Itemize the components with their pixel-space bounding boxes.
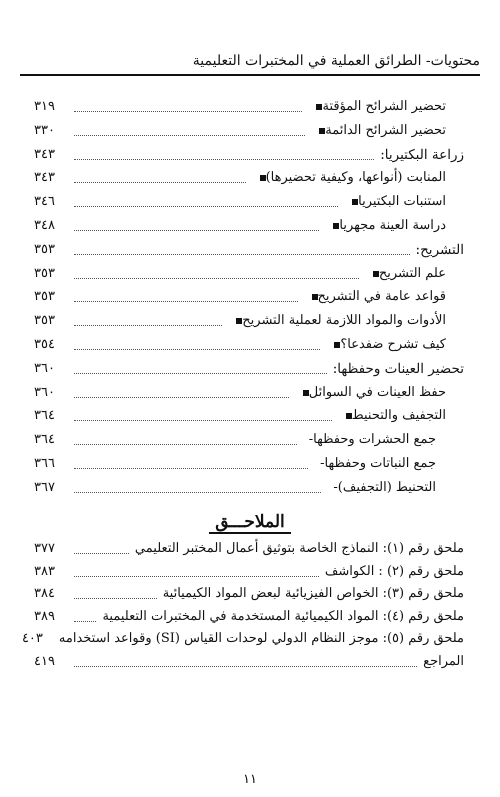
dot-leader xyxy=(74,575,319,577)
square-bullet-icon xyxy=(303,390,309,396)
page-number: ١١ xyxy=(243,772,257,787)
toc-entry-page: ٣٤٣ xyxy=(34,146,55,162)
dot-leader xyxy=(74,348,320,350)
toc-entry xyxy=(34,284,464,306)
toc-entry xyxy=(34,380,464,402)
toc-entry-page: ٤١٩ xyxy=(34,653,55,669)
toc-entry-text: المنابت (أنواعها، وكيفية تحضيرها) xyxy=(265,170,446,186)
toc-entry-page: ٤٠٣ xyxy=(21,631,43,646)
toc-entry-page: ٣٦٠ xyxy=(34,360,55,376)
toc-entry-title xyxy=(326,336,446,354)
dot-leader xyxy=(74,134,305,136)
toc-entry-text: التحنيط (التجفيف) xyxy=(337,479,436,495)
dot-leader xyxy=(74,443,297,445)
toc-entry-title xyxy=(325,217,446,235)
toc-entry xyxy=(34,308,464,330)
square-bullet-icon xyxy=(312,294,318,300)
toc-entry-text: ملحق رقم (٢) : الكواشف xyxy=(324,563,464,579)
toc-entry xyxy=(34,237,464,259)
toc-entry xyxy=(34,142,464,164)
toc-entry-text: حفظ العينات في السوائل xyxy=(308,384,446,400)
toc-entry-page: ٣٤٦ xyxy=(34,194,55,210)
toc-entry xyxy=(34,213,464,235)
square-bullet-icon xyxy=(316,104,322,110)
toc-entry-title xyxy=(135,540,464,558)
dot-leader xyxy=(74,396,289,398)
toc-entry-page: ٣٥٣ xyxy=(34,313,55,329)
toc-entry-title xyxy=(314,455,436,473)
toc-entry-page: ٣٥٤ xyxy=(34,337,55,352)
toc-entry xyxy=(34,94,464,116)
toc-entry-title xyxy=(304,288,447,306)
toc-entry-text: تحضير العينات وحفظها: xyxy=(332,360,464,377)
toc-entry xyxy=(34,356,464,378)
toc-entry xyxy=(34,427,464,449)
toc-entry-page: ٣٦٤ xyxy=(34,408,55,424)
toc-entry xyxy=(21,626,464,648)
dot-leader xyxy=(74,620,96,622)
toc-entry-title xyxy=(344,193,446,211)
toc-entry xyxy=(34,332,464,354)
toc-entry-title xyxy=(327,479,436,497)
toc-entry-page: ٣٥٣ xyxy=(34,241,55,257)
toc-entry-page: ٣٨٣ xyxy=(34,563,55,579)
dash-marker: - xyxy=(333,479,338,495)
dot-leader xyxy=(74,491,321,493)
dot-leader xyxy=(74,324,222,326)
toc-entry xyxy=(34,559,464,581)
toc-entry-page: ٣١٩ xyxy=(34,99,55,114)
toc-entry xyxy=(34,118,464,140)
toc-entry xyxy=(34,581,464,603)
toc-entry-title xyxy=(338,407,446,425)
toc-entry-text: المراجع xyxy=(423,653,464,669)
toc-entry-title xyxy=(228,312,446,330)
toc-entry-text: علم التشريح xyxy=(378,265,446,281)
square-bullet-icon xyxy=(333,223,339,229)
square-bullet-icon xyxy=(319,128,325,134)
toc-entry-text: التجفيف والتحنيط xyxy=(351,408,446,424)
dot-leader xyxy=(74,277,359,279)
toc-entry-title xyxy=(416,241,464,259)
toc-entry-text: تحضير الشرائح المؤقتة xyxy=(322,99,446,114)
toc-entry-title xyxy=(163,585,464,603)
toc-entry-page: ٣٨٩ xyxy=(34,608,55,624)
toc-entry-title xyxy=(423,653,464,671)
dot-leader xyxy=(74,665,417,667)
dot-leader xyxy=(74,205,338,207)
toc-entry-title xyxy=(303,431,436,449)
toc-entry xyxy=(34,475,464,497)
dot-leader xyxy=(74,372,327,374)
toc-entry-text: الأدوات والمواد اللازمة لعملية التشريح xyxy=(242,313,446,329)
toc-entry-page: ٣٦٤ xyxy=(34,432,55,448)
toc-entry xyxy=(34,189,464,211)
toc-entry-text: دراسة العينة مجهريا xyxy=(339,218,446,233)
dot-leader xyxy=(74,181,246,183)
toc-entry-page: ٣٥٣ xyxy=(34,265,55,281)
dot-leader xyxy=(74,229,319,231)
toc-entry-title xyxy=(365,265,446,283)
toc-entry xyxy=(34,604,464,626)
toc-entry-page: ٣٦٧ xyxy=(34,479,55,495)
toc-entry-text: زراعة البكتيريا: xyxy=(380,146,464,163)
toc-entry-text: تحضير الشرائح الدائمة xyxy=(325,122,446,138)
toc-entry xyxy=(34,649,464,671)
toc-entry-page: ٣٦٦ xyxy=(34,456,55,471)
toc-entry-page: ٣٧٧ xyxy=(34,541,55,556)
toc-entry-title xyxy=(311,122,446,140)
toc-entry-text: ملحق رقم (٣): الخواص الفيزيائية لبعض المواد الكيميائية xyxy=(162,586,464,601)
toc-entry xyxy=(34,165,464,187)
square-bullet-icon xyxy=(260,175,266,181)
appendix-heading xyxy=(0,512,500,532)
toc-entry-text: كيف تشرح ضفدعا؟ xyxy=(340,337,446,352)
toc-entry-text: ملحق رقم (٥): موجز النظام الدولي لوحدات القياس (SI) وقواعد استخدامه xyxy=(58,631,464,646)
dot-leader xyxy=(74,597,157,599)
toc-entry xyxy=(34,451,464,473)
dot-leader xyxy=(74,110,302,112)
toc-entry-title xyxy=(333,360,464,378)
toc-entry-page: ٣٥٣ xyxy=(34,289,55,305)
dot-leader xyxy=(74,467,308,469)
toc-entry xyxy=(34,261,464,283)
toc-entry-text: ملحق رقم (٤): المواد الكيميائية المستخدمة في المختبرات التعليمية xyxy=(102,608,464,624)
dot-leader xyxy=(74,158,374,160)
toc-entry-title xyxy=(380,146,464,164)
square-bullet-icon xyxy=(236,318,242,324)
toc-entry-page: ٣٨٤ xyxy=(34,586,55,601)
dash-marker: - xyxy=(308,432,314,448)
toc-entry-page: ٣٣٠ xyxy=(34,122,55,138)
toc-entry-page: ٣٤٣ xyxy=(34,170,55,186)
square-bullet-icon xyxy=(334,342,340,348)
toc-entry-text: قواعد عامة في التشريح xyxy=(317,289,446,305)
toc-entry-title xyxy=(102,608,464,626)
toc-entry-page: ٣٦٠ xyxy=(34,384,55,400)
running-header: محتويات- الطرائق العملية في المختبرات التعليمية xyxy=(192,53,480,69)
toc-entry-page: ٣٤٨ xyxy=(34,218,55,233)
toc-entry xyxy=(34,536,464,558)
toc-entry-title xyxy=(308,98,446,116)
toc-entry-title xyxy=(325,563,464,581)
toc-entry-text: جمع النباتات وحفظها xyxy=(324,456,436,471)
toc-entry-title xyxy=(59,630,464,648)
toc-entry-text: التشريح: xyxy=(415,241,464,258)
toc-entry-text: استنبات البكتيريا xyxy=(358,194,446,210)
dot-leader xyxy=(74,419,332,421)
toc-entry-title xyxy=(252,169,446,187)
toc-entry-title xyxy=(295,384,446,402)
dot-leader xyxy=(74,552,129,554)
appendix-heading-text: الملاحـــق xyxy=(209,512,291,534)
square-bullet-icon xyxy=(346,413,352,419)
square-bullet-icon xyxy=(352,199,358,205)
dot-leader xyxy=(74,253,410,255)
toc-entry-text: جمع الحشرات وحفظها xyxy=(313,432,436,448)
dot-leader xyxy=(74,300,298,302)
square-bullet-icon xyxy=(373,271,379,277)
toc-entry-text: ملحق رقم (١): النماذج الخاصة بتوثيق أعمال المختبر التعليمي xyxy=(134,541,464,556)
toc-entry xyxy=(34,403,464,425)
dash-marker: - xyxy=(320,456,325,471)
